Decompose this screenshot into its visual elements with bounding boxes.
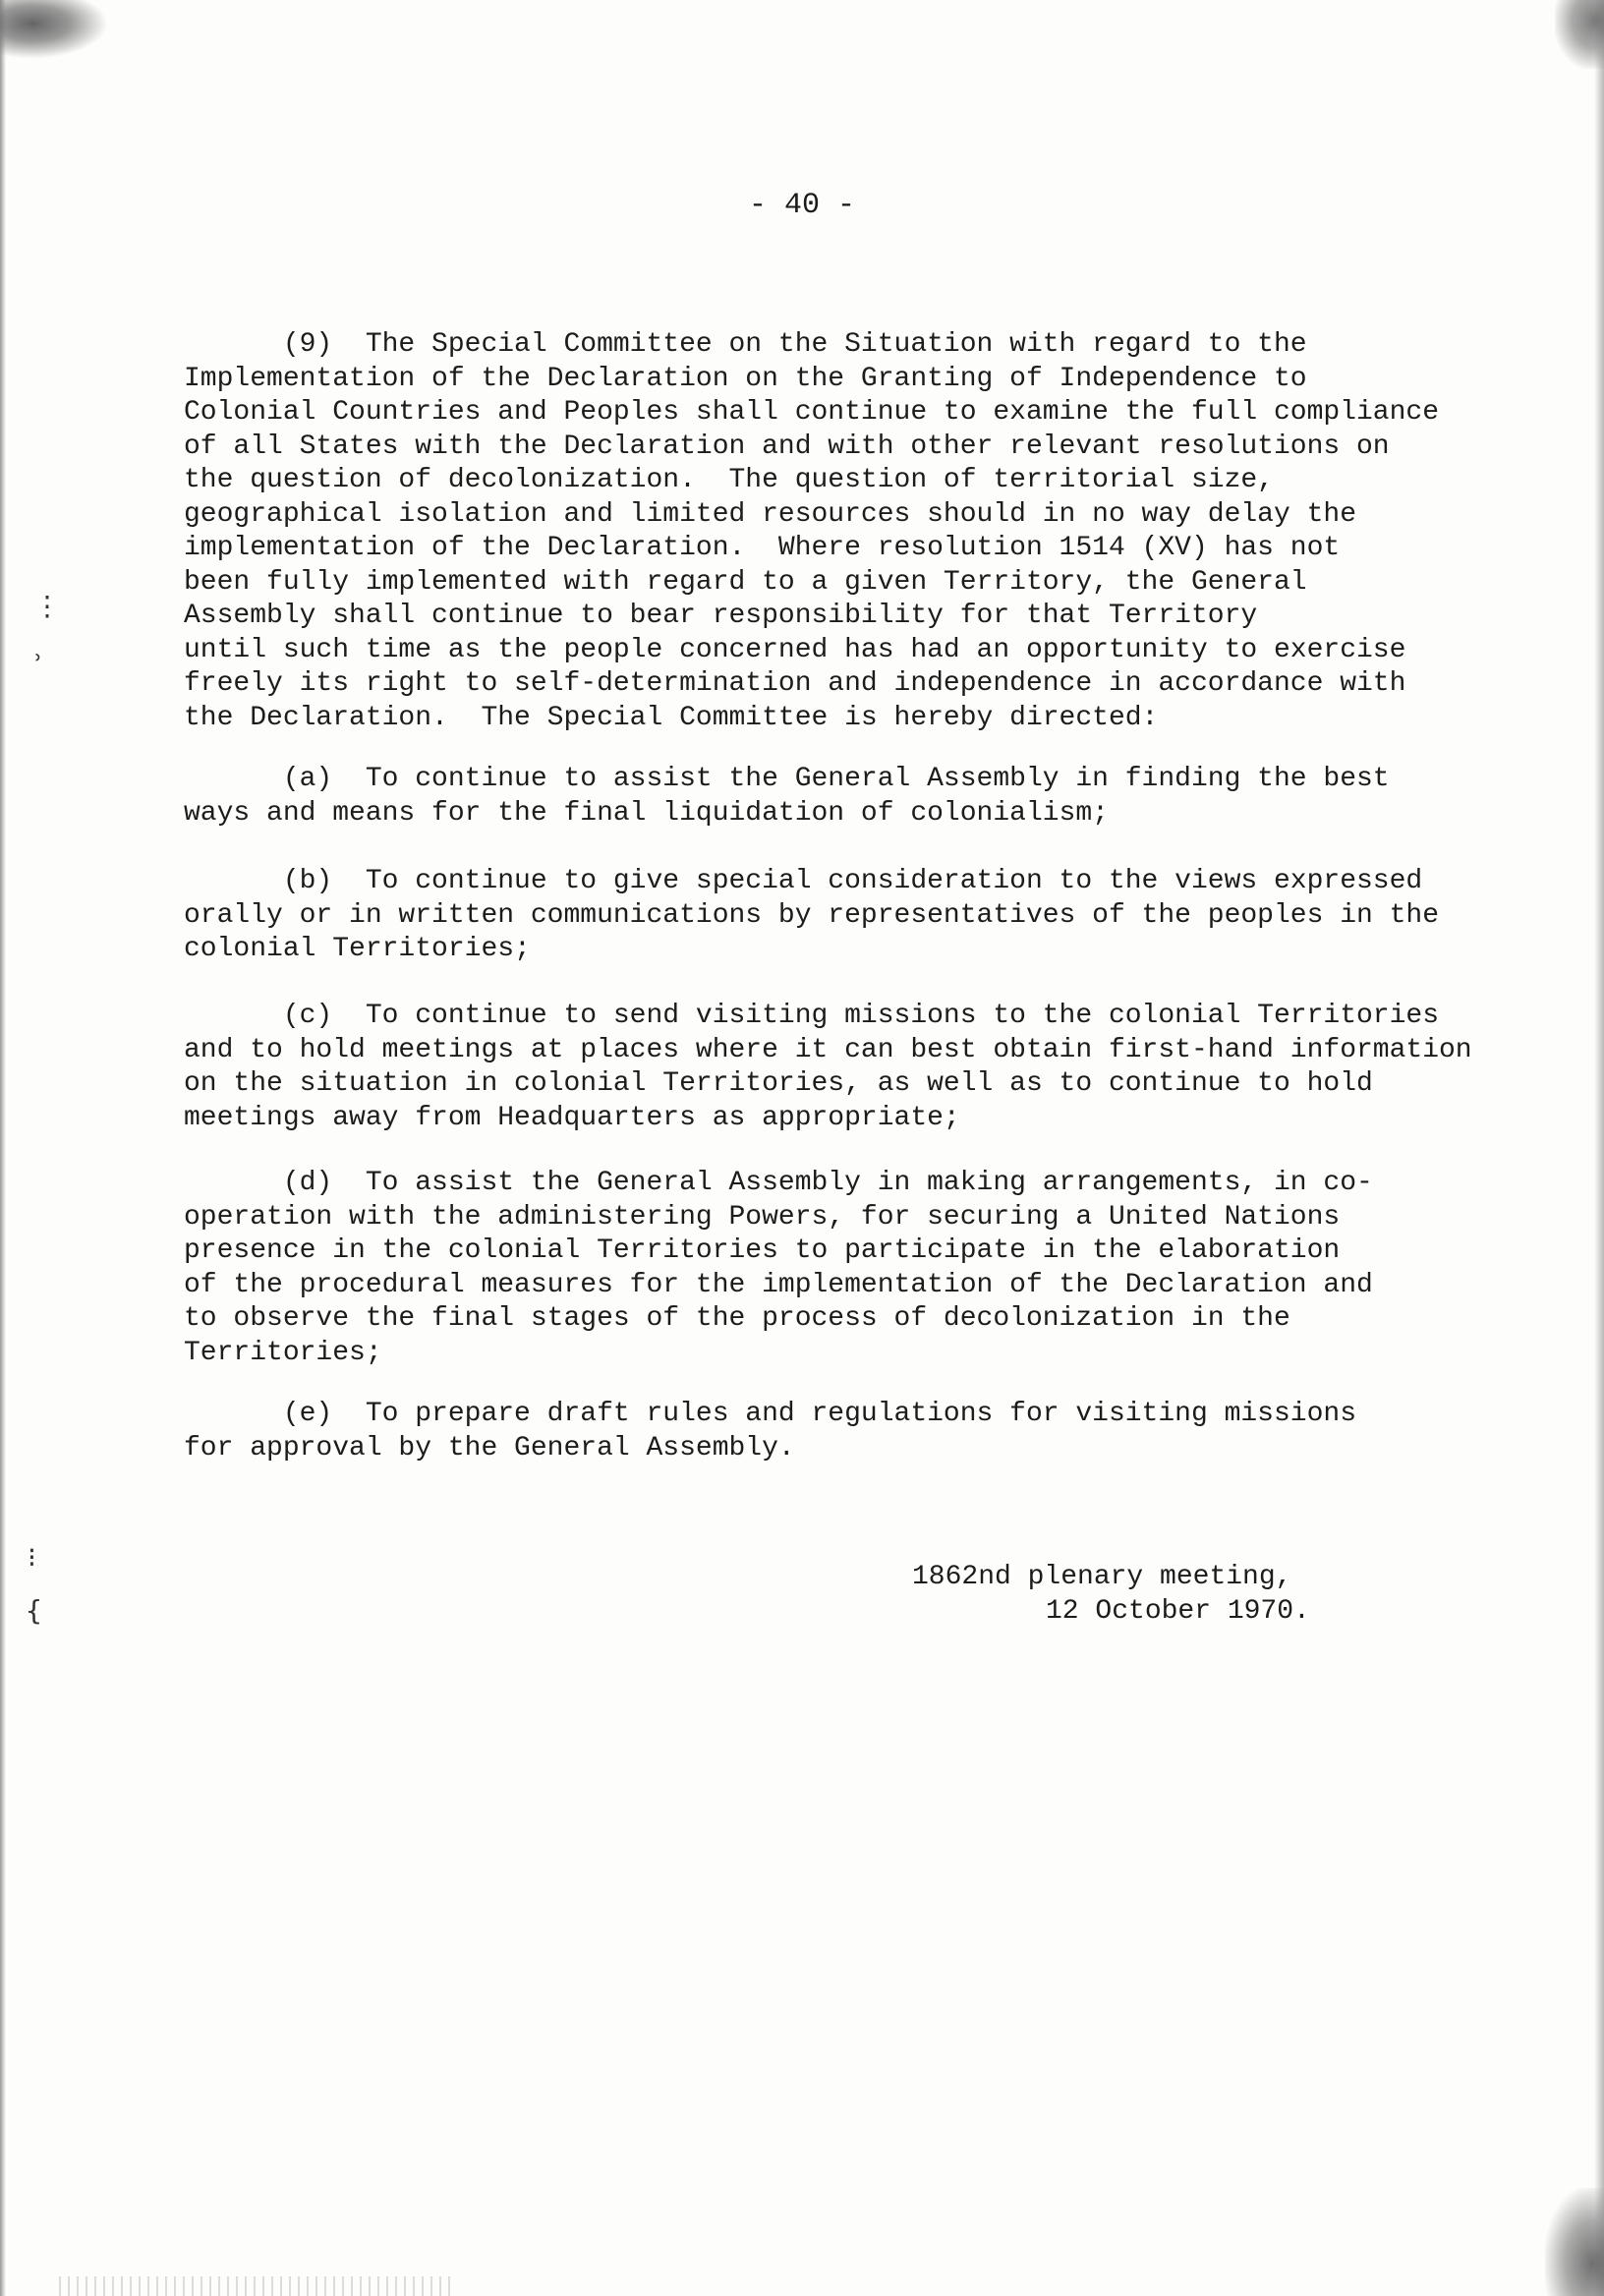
text-line: orally or in written communications by representatives of the peoples in the: [184, 899, 1440, 931]
scan-edge-left: [0, 0, 6, 2296]
item-c: [184, 1000, 1481, 1135]
text-line: been fully implemented with regard to a given Territory, the General: [184, 566, 1307, 598]
text-line: (d) To assist the General Assembly in making arrangements, in co-: [184, 1168, 1373, 1198]
text-line: of all States with the Declaration and with other relevant resolutions on: [184, 430, 1390, 462]
meeting-line: 1862nd plenary meeting,: [912, 1562, 1292, 1592]
text-line: freely its right to self-determination and independence in accordance with: [184, 668, 1406, 699]
text-line: (c) To continue to send visiting missions to the colonial Territories: [184, 1001, 1440, 1031]
text-line: meetings away from Headquarters as appropriate;: [184, 1102, 960, 1133]
scan-smudge-top-left: [0, 0, 108, 59]
scan-noise-bottom: [59, 2276, 452, 2296]
item-e: [184, 1398, 1481, 1465]
margin-mark-4: {: [26, 1594, 42, 1627]
text-line: geographical isolation and limited resources should in no way delay the: [184, 498, 1356, 530]
paragraph-9: [184, 328, 1481, 735]
margin-mark-1: ⋮: [33, 590, 61, 622]
text-line: ways and means for the final liquidation of colonialism;: [184, 797, 1109, 829]
text-line: (b) To continue to give special consideration to the views expressed: [184, 866, 1423, 896]
scan-smudge-bottom-right: [1545, 2188, 1604, 2296]
text-line: operation with the administering Powers, for securing a United Nations: [184, 1201, 1341, 1233]
item-d: [184, 1167, 1481, 1370]
item-a: [184, 763, 1481, 831]
text-line: implementation of the Declaration. Where resolution 1514 (XV) has not: [184, 533, 1341, 563]
text-line: colonial Territories;: [184, 934, 531, 964]
meeting-date: 12 October 1970.: [1046, 1595, 1310, 1627]
text-line: the Declaration. The Special Committee is hereby directed:: [184, 702, 1159, 733]
text-line: on the situation in colonial Territories, as well as to continue to hold: [184, 1068, 1373, 1099]
text-line: of the procedural measures for the implementation of the Declaration and: [184, 1269, 1373, 1300]
text-line: Colonial Countries and Peoples shall continue to examine the full compliance: [184, 397, 1440, 428]
text-line: (a) To continue to assist the General Assembly in finding the best: [184, 764, 1390, 794]
text-line: Territories;: [184, 1337, 382, 1368]
text-line: presence in the colonial Territories to participate in the elaboration: [184, 1235, 1341, 1266]
text-line: Implementation of the Declaration on the Granting of Independence to: [184, 363, 1307, 394]
text-line: and to hold meetings at places where it can best obtain first-hand information: [184, 1034, 1472, 1065]
margin-mark-2: ʾ: [29, 649, 46, 681]
text-line: Assembly shall continue to bear responsibility for that Territory: [184, 601, 1258, 631]
meeting-reference: [912, 1561, 1310, 1629]
page-number: - 40 -: [748, 189, 856, 222]
text-line: until such time as the people concerned has had an opportunity to exercise: [184, 634, 1406, 665]
scan-edge-right: [1594, 0, 1604, 2296]
margin-mark-3: ⁝: [28, 1541, 36, 1574]
item-b: [184, 865, 1481, 967]
text-line: to observe the final stages of the process of decolonization in the: [184, 1303, 1290, 1334]
text-line: the question of decolonization. The question of territorial size,: [184, 465, 1274, 495]
scan-smudge-top-right: [1555, 0, 1604, 69]
text-line: for approval by the General Assembly.: [184, 1432, 795, 1464]
text-line: (e) To prepare draft rules and regulations for visiting missions: [184, 1399, 1356, 1429]
text-line: (9) The Special Committee on the Situation with regard to the: [184, 329, 1307, 360]
